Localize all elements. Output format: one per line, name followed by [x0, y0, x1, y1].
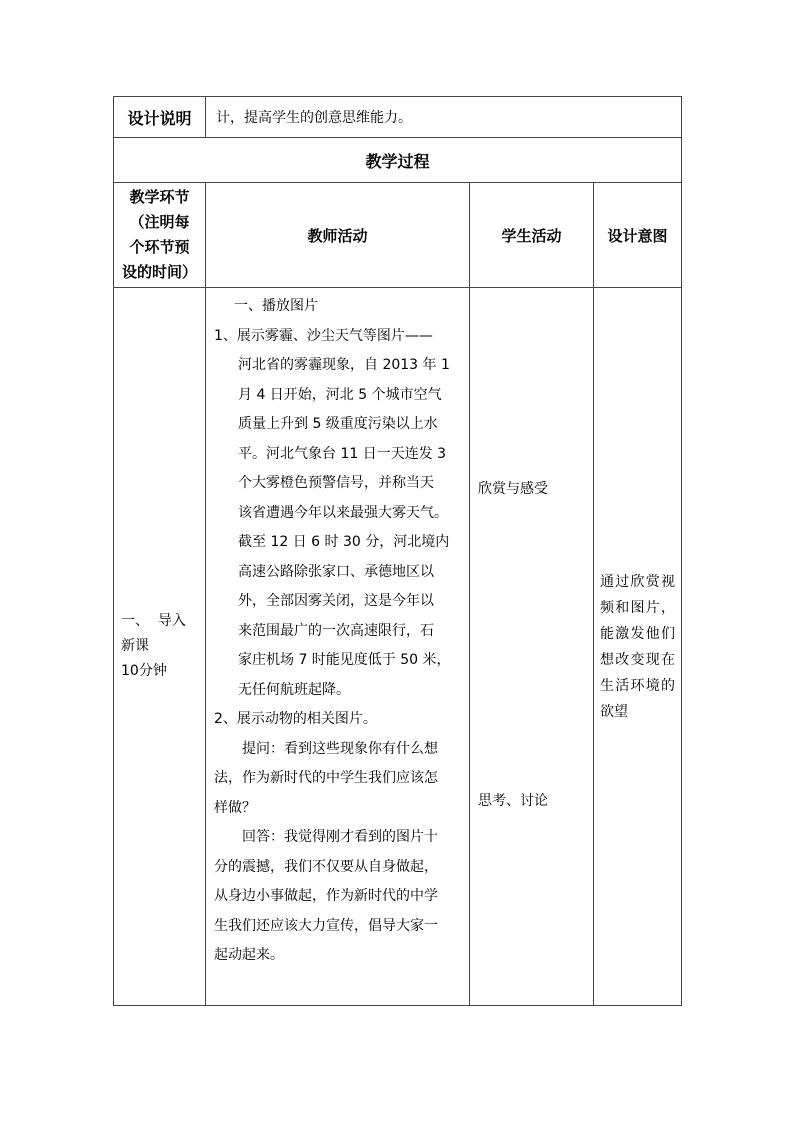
header-stage-line: 设的时间） [121, 263, 197, 281]
design-note-value: 计，提高学生的创意思维能力。 [206, 97, 682, 138]
header-stage-line: 个环节预 [129, 238, 190, 256]
teacher-line: 河北省的雾霾现象，自 2013 年 1 [238, 357, 450, 373]
teacher-line: 平。河北气象台 11 日一天连发 3 [238, 445, 447, 462]
student-activity-discuss: 思考、讨论 [478, 793, 548, 809]
document-page [113, 96, 681, 1006]
teacher-line: 从身边小事做起，作为新时代的中学 [214, 888, 438, 904]
teacher-line: 提问：看到这些现象你有什么想 [242, 740, 438, 757]
teacher-line: 样做？ [214, 799, 256, 816]
teacher-line: 回答：我觉得刚才看到的图片十 [242, 829, 438, 845]
header-row [114, 183, 682, 288]
stage-line: 新课 [121, 638, 149, 654]
teacher-line: 来范围最广的一次高速限行，石 [238, 622, 434, 639]
student-activity-cell [470, 288, 594, 1006]
design-intent-cell: 通过欣赏视频和图片，能激发他们想改变现在生活环境的欲望 [594, 288, 682, 1006]
teacher-activity-cell [206, 288, 470, 1006]
stage-line: 一、 导入 [121, 613, 186, 629]
header-intent: 设计意图 [594, 183, 682, 288]
teacher-line: 2、展示动物的相关图片。 [214, 711, 377, 727]
stage-line: 10分钟 [121, 663, 167, 679]
header-stage [114, 183, 206, 288]
teacher-line: 1、展示雾霾、沙尘天气等图片—— [214, 327, 433, 344]
teacher-line: 质量上升到 5 级重度污染以上水 [238, 416, 438, 432]
teacher-line: 生我们还应该大力宣传，倡导大家一 [214, 917, 438, 934]
header-stage-line: 教学环节 [129, 188, 190, 206]
teacher-line: 分的震撼，我们不仅要从自身做起， [214, 858, 438, 875]
teacher-line: 无任何航班起降。 [238, 681, 350, 698]
table-row [114, 288, 682, 1006]
teacher-line: 月 4 日开始，河北 5 个城市空气 [238, 386, 442, 403]
teacher-line: 法，作为新时代的中学生我们应该怎 [214, 770, 438, 786]
teacher-line: 起动起来。 [214, 947, 284, 963]
teacher-line: 高速公路除张家口、承德地区以 [238, 563, 434, 580]
teacher-line: 截至 12 日 6 时 30 分，河北境内 [238, 534, 450, 550]
stage-cell [114, 288, 206, 1006]
header-student: 学生活动 [470, 183, 594, 288]
teacher-line: 外，全部因雾关闭，这是今年以 [238, 593, 434, 609]
teacher-line: 家庄机场 7 时能见度低于 50 米， [238, 652, 451, 668]
teacher-line: 个大雾橙色预警信号，并称当天 [238, 475, 434, 491]
student-activity-appreciate: 欣赏与感受 [478, 481, 548, 497]
teacher-line: 该省遭遇今年以来最强大雾天气。 [238, 504, 448, 521]
process-title: 教学过程 [114, 138, 682, 183]
header-stage-line: （注明每 [129, 213, 190, 231]
process-title-row [114, 138, 682, 183]
lesson-table [113, 96, 682, 1006]
teacher-line: 一、播放图片 [234, 298, 318, 314]
header-teacher: 教师活动 [206, 183, 470, 288]
design-note-label: 设计说明 [114, 97, 206, 138]
design-note-row [114, 97, 682, 138]
